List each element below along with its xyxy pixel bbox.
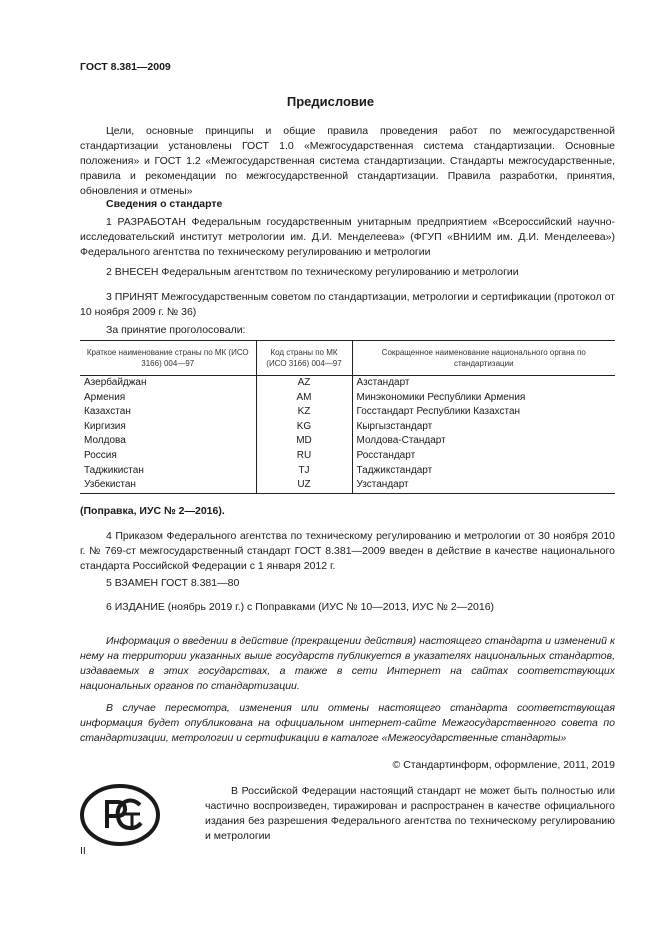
table-row — [80, 449, 615, 464]
body-cell: Росстандарт — [352, 449, 615, 464]
body-cell: Молдова-Стандарт — [352, 434, 615, 449]
copyright-notice: В Российской Федерации настоящий стандарт не может быть полностью или частично воспроизведен, тиражирован и распространен в качестве официального издания без разрешения Федерального агентства по техническому регулированию и метрологии — [205, 785, 615, 842]
country-cell: Узбекистан — [80, 478, 256, 493]
amendment-note: (Поправка, ИУС № 2—2016). — [80, 505, 225, 517]
country-cell: Азербайджан — [84, 377, 147, 388]
intro-paragraph: Цели, основные принципы и общие правила проведения работ по межгосударственной стандартизации установлены ГОСТ 1.0 «Межгосударственная система стандартизации. Основные положения» и ГОСТ 1.2 «Межгосударственная система стандартизации. Стандарты межгосударственные, правила и рекомендации по межгосударственной стандартизации. Правила разработки, принятия, обновления и отмены» — [80, 125, 615, 197]
table-row — [80, 434, 615, 449]
item-5: 5 ВЗАМЕН ГОСТ 8.381—80 — [106, 577, 240, 589]
country-cell: Киргизия — [84, 420, 126, 432]
table-row — [80, 376, 615, 391]
revision-note: В случае пересмотра, изменения или отмены настоящего стандарта соответствующая информация будет опубликована на официальном интернет-сайте Межгосударственного совета по стандартизации, метрологии и сертификации в каталоге «Межгосударственные стандарты» — [80, 702, 615, 744]
body-cell: Азстандарт — [352, 376, 615, 391]
info-note: Информация о введении в действие (прекращении действия) настоящего стандарта и изменений к нему на территории указанных выше государств публикуется в указателях национальных стандартов, издаваемых в этих государствах, а также в сети Интернет на сайтах соответствующих национальных органов по стандартизации. — [80, 635, 615, 692]
item-3: 3 ПРИНЯТ Межгосударственным советом по стандартизации, метрологии и сертификации (протокол от 10 ноября 2009 г. № 36) — [80, 291, 615, 318]
code-cell: KG — [256, 420, 352, 435]
item-4: 4 Приказом Федерального агентства по техническому регулированию и метрологии от 30 ноября 2010 г. № 769-ст межгосударственный стандарт ГОСТ 8.381—2009 введен в действие в качестве национального стандарта Российской Федерации с 1 января 2012 г. — [80, 530, 615, 572]
table-header-row — [80, 341, 615, 376]
table-header-country: Краткое наименование страны по МК (ИСО 3166) 004—97 — [80, 341, 256, 376]
body-cell: Кыргызстандарт — [352, 420, 615, 435]
item-1: 1 РАЗРАБОТАН Федеральным государственным унитарным предприятием «Всероссийский научно-исследовательский институт метрологии им. Д.И. Менделеева» (ФГУП «ВНИИМ им. Д.И. Менделеева») Федерального агентства по техническому регулированию и метрологии — [80, 216, 615, 258]
table-row — [80, 405, 615, 420]
country-cell: Армения — [84, 391, 126, 403]
page-title: Предисловие — [286, 94, 375, 109]
table-row — [80, 478, 615, 493]
copyright-line: © Стандартинформ, оформление, 2011, 2019 — [392, 759, 615, 771]
rst-logo-icon — [80, 784, 160, 846]
page-number: II — [80, 845, 86, 857]
table-row — [80, 391, 615, 406]
code-cell: KZ — [256, 405, 352, 420]
table-row — [80, 420, 615, 435]
item-2: 2 ВНЕСЕН Федеральным агентством по техническому регулированию и метрологии — [106, 266, 519, 278]
country-cell: Казахстан — [84, 406, 131, 418]
code-cell: MD — [256, 434, 352, 449]
body-cell: Минэкономики Республики Армения — [352, 391, 615, 406]
voting-table — [80, 340, 615, 494]
code-cell: AZ — [256, 376, 352, 391]
country-cell: Россия — [84, 449, 117, 461]
country-cell: Таджикистан — [84, 464, 144, 476]
body-cell: Госстандарт Республики Казахстан — [352, 405, 615, 420]
code-cell: RU — [256, 449, 352, 464]
voted-label: За принятие проголосовали: — [106, 324, 246, 336]
section-title: Сведения о стандарте — [106, 198, 223, 210]
code-cell: TJ — [256, 464, 352, 479]
body-cell: Узстандарт — [352, 478, 615, 493]
item-6: 6 ИЗДАНИЕ (ноябрь 2019 г.) с Поправками (ИУС № 10—2013, ИУС № 2—2016) — [106, 601, 495, 613]
document-header: ГОСТ 8.381—2009 — [80, 61, 171, 73]
table-row — [80, 464, 615, 479]
country-cell: Молдова — [84, 435, 126, 447]
table-header-body: Сокращенное наименование национального органа по стандартизации — [352, 341, 615, 376]
table-header-code: Код страны по МК (ИСО 3166) 004—97 — [256, 341, 352, 376]
code-cell: UZ — [256, 478, 352, 493]
code-cell: AM — [256, 391, 352, 406]
body-cell: Таджикстандарт — [352, 464, 615, 479]
